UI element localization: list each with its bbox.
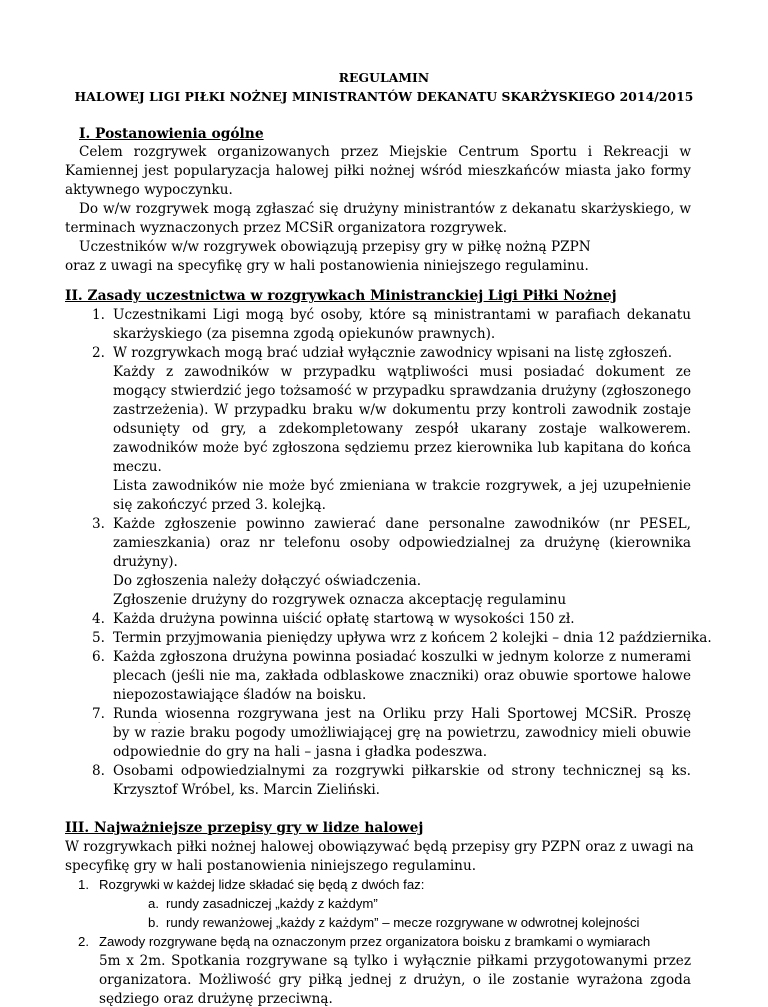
section-1-line: Celem rozgrywek organizowanych przez Miejskie Centrum Sportu i Rekreacji w [79,144,691,160]
list-letter: b. [148,915,159,930]
list-item-line: Uczestnikami Ligi mogą być osoby, które są ministrantami w parafiach dekanatu [113,307,691,323]
list-number: 5. [92,630,105,646]
list-item-line: Każda drużyna powinna uiścić opłatę startową w wysokości 150 zł. [113,611,575,627]
list-item-line: W rozgrywkach mogą brać udział wyłącznie zawodnicy wpisani na listę zgłoszeń. [113,345,673,361]
list-item-line: rundy zasadniczej „każdy z każdym” [166,896,378,911]
list-item-line: Termin przyjmowania pieniędzy upływa wrz z końcem 2 kolejki – dnia 12 października. [113,630,712,646]
list-item-line: się zakończyć przed 3. kolejką. [113,497,326,513]
section-1-line: aktywnego wypoczynku. [65,182,233,198]
list-item-line: mogący stwierdzić jego tożsamość w przypadku sprawdzania drużyny (zgłoszonego [113,383,691,399]
list-letter: a. [148,896,159,911]
list-item-line: 5m x 2m. Spotkania rozgrywane są tylko i wyłącznie piłkami przygotowanymi przez [99,953,691,969]
list-number: 6. [92,649,105,665]
section-3-heading: III. Najważniejsze przepisy gry w lidze halowej [65,820,424,836]
list-item-line: Zgłoszenie drużyny do rozgrywek oznacza akceptację regulaminu [113,592,567,608]
list-item-line: niepozostawiające śladów na boisku. [113,687,367,703]
list-item-line: Runda wiosenna rozgrywana jest na Orliku przy Hali Sportowej MCSiR. Proszę [113,706,691,722]
list-number: 2. [78,934,89,949]
section-1-line: Do w/w rozgrywek mogą zgłaszać się drużyny ministrantów z dekanatu skarżyskiego, w [79,201,691,217]
list-item-line: odpowiednie do gry na hali – jasna i gładka podeszwa. [113,744,488,760]
list-number: 7. [92,706,105,722]
section-1-line: oraz z uwagi na specyfikę gry w hali postanowienia niniejszego regulaminu. [65,258,589,274]
list-item-line: Osobami odpowiedzialnymi za rozgrywki piłkarskie od strony technicznej są ks. [113,763,691,779]
section-2-heading: II. Zasady uczestnictwa w rozgrywkach Ministranckiej Ligi Piłki Nożnej [65,288,617,304]
list-number: 4. [92,611,105,627]
list-number: 8. [92,763,105,779]
list-number: 1. [92,307,105,323]
list-item-line: meczu. [113,459,162,475]
list-item-line: zamieszkania) oraz nr telefonu osoby odpowiedzialnej za drużynę (kierownika [113,535,691,551]
section-1-line: Uczestników w/w rozgrywek obowiązują przepisy gry w piłkę nożną PZPN [79,239,591,255]
list-item-line: zastrzeżenia). W przypadku braku w/w dokumentu przy kontroli zawodnik zostaje [113,402,691,418]
section-1-heading: I. Postanowienia ogólne [79,126,264,142]
list-item-line: Krzysztof Wróbel, ks. Marcin Zieliński. [113,782,380,798]
list-number: 3. [92,516,105,532]
list-item-line: odsunięty od gry, a zdekompletowany zespół ukarany zostaje walkowerem. [113,421,691,437]
section-3-intro-line: specyfikę gry w hali postanowienia niniejszego regulaminu. [65,858,477,874]
doc-title: REGULAMIN [338,70,430,85]
list-item-line: Każde zgłoszenie powinno zawierać dane personalne zawodników (nr PESEL, [113,516,691,532]
list-number: 2. [92,345,105,361]
list-item-line: Każdy z zawodników w przypadku wątpliwości musi posiadać dokument ze [113,364,691,380]
list-number: 1. [78,877,89,892]
list-item-line: zawodników może być zgłoszona sędziemu przez kierownika lub kapitana do końca [113,440,691,456]
list-item-line: plecach (jeśli nie ma, zakłada odblaskowe znaczniki) oraz obuwie sportowe halowe [113,668,691,684]
section-1-line: Kamiennej jest popularyzacja halowej piłki nożnej wśród mieszkańców miasta jako formy [65,163,691,179]
list-item-line: sędziego oraz drużynę przeciwną. [99,991,333,1007]
list-item-line: drużyny). [113,554,178,570]
list-item-line: rundy rewanżowej „każdy z każdym” – mecze rozgrywane w odwrotnej kolejności [166,915,640,930]
list-item-line: Rozgrywki w każdej lidze składać się będą z dwóch faz: [99,877,425,892]
list-item-line: Do zgłoszenia należy dołączyć oświadczenia. [113,573,422,589]
doc-subtitle: HALOWEJ LIGI PIŁKI NOŻNEJ MINISTRANTÓW DEKANATU SKARŻYSKIEGO 2014/2015 [74,89,694,104]
section-3-intro-line: W rozgrywkach piłki nożnej halowej obowiązywać będą przepisy gry PZPN oraz z uwagi na [65,839,694,855]
list-item-line: Zawody rozgrywane będą na oznaczonym przez organizatora boisku z bramkami o wymiarach [99,934,651,949]
list-item-line: by w razie braku pogody umożliwiającej grę na powietrzu, zawodnicy mieli obuwie [113,725,691,741]
section-1-line: terminach wyznaczonych przez MCSiR organizatora rozgrywek. [65,220,508,236]
list-item-line: Każda zgłoszona drużyna powinna posiadać koszulki w jednym kolorze z numerami [113,649,691,665]
list-item-line: organizatora. Możliwość gry piłką jednej z drużyn, o ile zostanie wyrażona zgoda [99,972,691,988]
list-item-line: skarżyskiego (za pisemna zgodą opiekunów prawnych). [113,326,496,342]
list-item-line: Lista zawodników nie może być zmieniana w trakcie rozgrywek, a jej uzupełnienie [113,478,691,494]
